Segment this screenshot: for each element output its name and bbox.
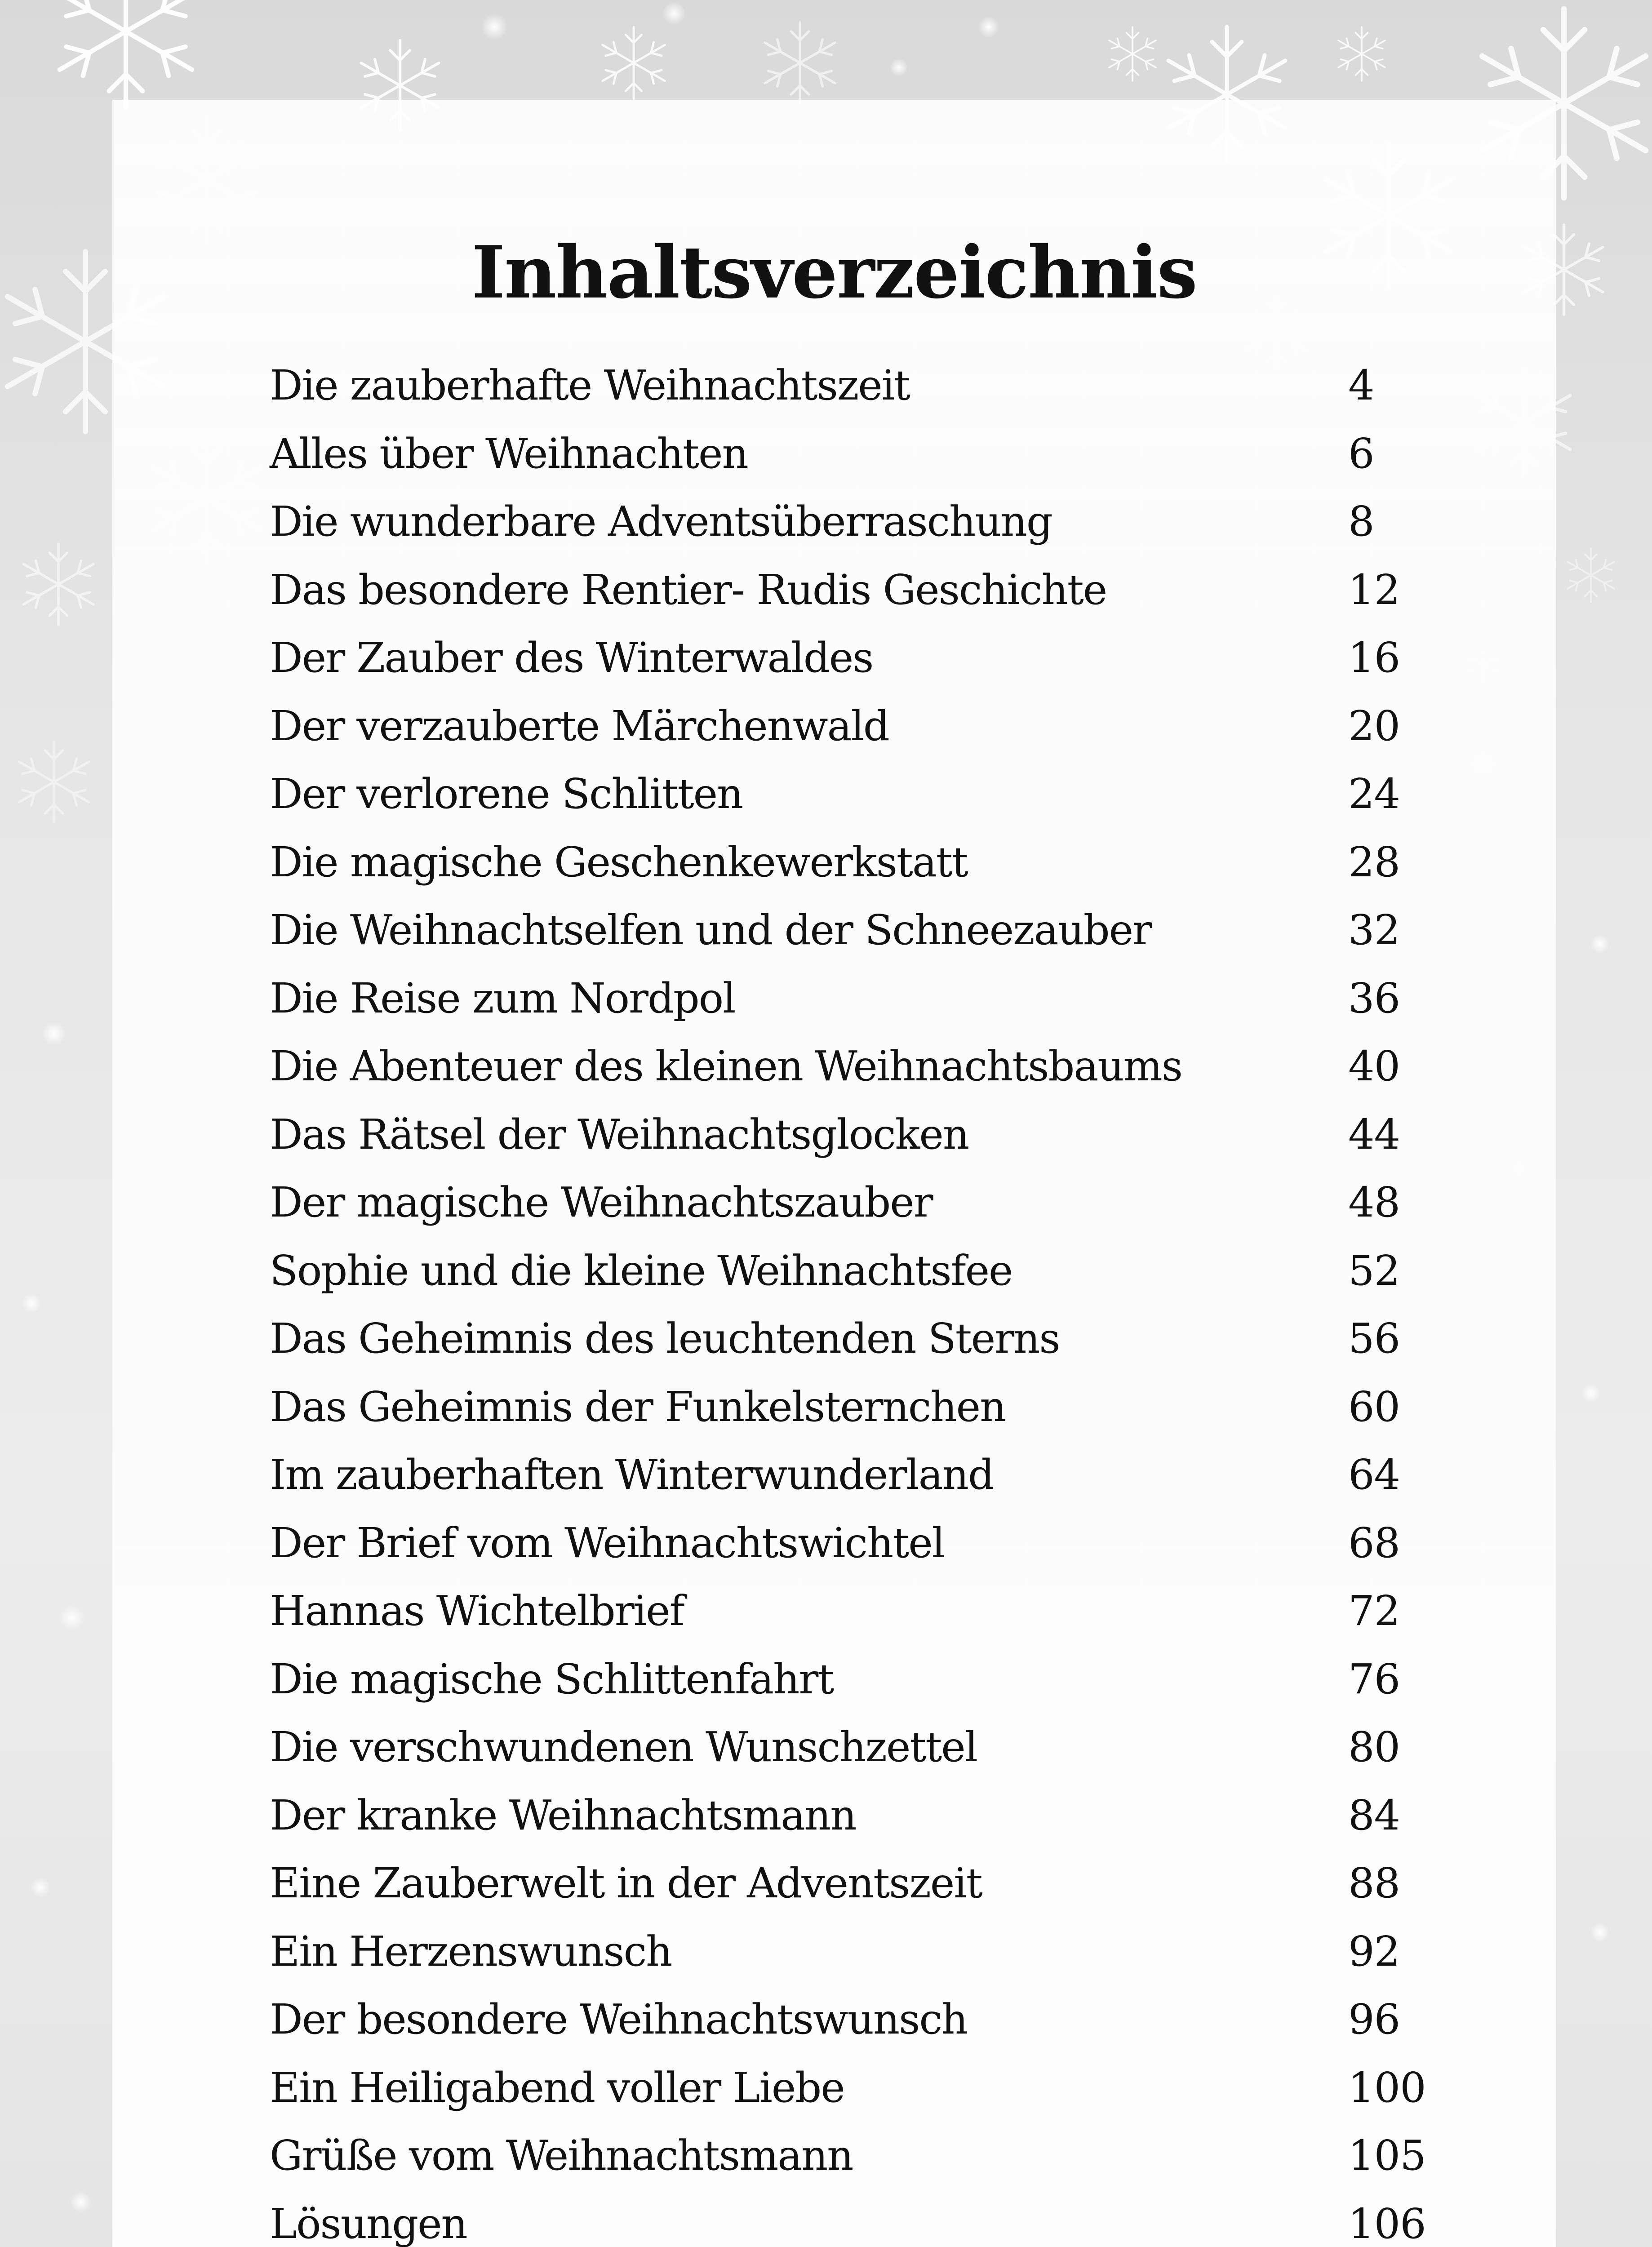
- toc-entry-title: Lösungen: [270, 2199, 467, 2247]
- toc-entry-title: Der verzauberte Märchenwald: [270, 702, 889, 750]
- toc-entry-page-number: 4: [1348, 361, 1374, 410]
- toc-entry-title: Die verschwundenen Wunschzettel: [270, 1723, 977, 1772]
- toc-entry-title: Die Reise zum Nordpol: [270, 974, 735, 1022]
- toc-entry: [270, 2122, 1447, 2190]
- toc-entry: [270, 1577, 1447, 1645]
- toc-entry-page-number: 68: [1348, 1519, 1400, 1567]
- toc-entry: [270, 1713, 1447, 1781]
- toc-entry-title: Die wunderbare Adventsüberraschung: [270, 497, 1052, 546]
- toc-entry-title: Eine Zauberwelt in der Adventszeit: [270, 1859, 982, 1908]
- toc-entry-title: Die magische Geschenkewerkstatt: [270, 838, 968, 886]
- toc-entry-page-number: 28: [1348, 838, 1400, 886]
- toc-entry: [270, 488, 1447, 556]
- toc-entry-title: Der verlorene Schlitten: [270, 770, 743, 818]
- toc-entry: [270, 1441, 1447, 1509]
- toc-entry-title: Das Geheimnis des leuchtenden Sterns: [270, 1314, 1060, 1363]
- toc-entry-title: Die Abenteuer des kleinen Weihnachtsbaums: [270, 1042, 1182, 1091]
- toc-entry-page-number: 16: [1348, 634, 1400, 682]
- toc-entry-page-number: 44: [1348, 1110, 1400, 1159]
- toc-entry: [270, 1918, 1447, 1986]
- toc-entry-page-number: 24: [1348, 770, 1400, 818]
- toc-entry-title: Der Brief vom Weihnachtswichtel: [270, 1519, 945, 1567]
- toc-entry-page-number: 52: [1348, 1246, 1400, 1295]
- toc-entry: [270, 1645, 1447, 1714]
- toc-entry-title: Alles über Weihnachten: [270, 429, 748, 478]
- toc-entry-page-number: 84: [1348, 1791, 1400, 1839]
- toc-entry: [270, 351, 1447, 420]
- toc-entry: [270, 1237, 1447, 1305]
- toc-entry-title: Im zauberhaften Winterwunderland: [270, 1451, 994, 1499]
- toc-entry-title: Der besondere Weihnachtswunsch: [270, 1995, 968, 2044]
- toc-entry-title: Ein Herzenswunsch: [270, 1927, 672, 1976]
- toc-entry-title: Der Zauber des Winterwaldes: [270, 634, 873, 682]
- toc-entry-page-number: 6: [1348, 429, 1374, 478]
- toc-entry-page-number: 92: [1348, 1927, 1400, 1976]
- toc-entry-page-number: 64: [1348, 1451, 1400, 1499]
- toc-entry: [270, 420, 1447, 488]
- toc-entry-title: Ein Heiligabend voller Liebe: [270, 2063, 844, 2112]
- toc-entry-page-number: 36: [1348, 974, 1400, 1022]
- toc-entry-page-number: 80: [1348, 1723, 1400, 1772]
- toc-entry: [270, 1985, 1447, 2054]
- toc-entry: [270, 1781, 1447, 1850]
- toc-entry-title: Grüße vom Weihnachtsmann: [270, 2132, 853, 2180]
- toc-entry: [270, 1032, 1447, 1101]
- toc-entry-title: Das besondere Rentier- Rudis Geschichte: [270, 565, 1107, 614]
- toc-entry-page-number: 72: [1348, 1587, 1400, 1635]
- toc-entry-page-number: 56: [1348, 1314, 1400, 1363]
- toc-entry: [270, 896, 1447, 964]
- toc-entry-page-number: 106: [1348, 2199, 1426, 2247]
- toc-entry-title: Die magische Schlittenfahrt: [270, 1655, 834, 1703]
- toc-entry-title: Das Rätsel der Weihnachtsglocken: [270, 1110, 969, 1159]
- toc-entry-title: Das Geheimnis der Funkelsternchen: [270, 1382, 1006, 1431]
- toc-entry: [270, 964, 1447, 1033]
- toc-entry: [270, 1509, 1447, 1577]
- toc-entry-page-number: 96: [1348, 1995, 1400, 2044]
- toc-entry: [270, 1305, 1447, 1373]
- toc-entry-page-number: 76: [1348, 1655, 1400, 1703]
- toc-entry: [270, 2054, 1447, 2122]
- toc-entry: [270, 2190, 1447, 2247]
- toc-page-card: [112, 100, 1556, 2247]
- toc-entry: [270, 1101, 1447, 1169]
- toc-entry-page-number: 88: [1348, 1859, 1400, 1908]
- toc-entry: [270, 1373, 1447, 1441]
- toc-entry-page-number: 32: [1348, 906, 1400, 955]
- toc-entry-title: Sophie und die kleine Weihnachtsfee: [270, 1246, 1013, 1295]
- page-title: Inhaltsverzeichnis: [471, 230, 1197, 315]
- toc-list: [270, 351, 1447, 2247]
- toc-entry-page-number: 40: [1348, 1042, 1400, 1091]
- toc-entry-page-number: 20: [1348, 702, 1400, 750]
- toc-entry-page-number: 8: [1348, 497, 1374, 546]
- toc-entry: [270, 624, 1447, 692]
- toc-entry-title: Der kranke Weihnachtsmann: [270, 1791, 856, 1839]
- toc-entry: [270, 692, 1447, 760]
- toc-entry: [270, 556, 1447, 624]
- toc-entry-title: Die Weihnachtselfen und der Schneezauber: [270, 906, 1152, 955]
- toc-entry-page-number: 60: [1348, 1382, 1400, 1431]
- toc-entry-page-number: 100: [1348, 2063, 1426, 2112]
- toc-entry-title: Der magische Weihnachtszauber: [270, 1178, 933, 1227]
- toc-entry-page-number: 48: [1348, 1178, 1400, 1227]
- toc-entry-title: Hannas Wichtelbrief: [270, 1587, 684, 1635]
- toc-entry: [270, 1168, 1447, 1237]
- toc-entry-page-number: 12: [1348, 565, 1400, 614]
- toc-entry: [270, 760, 1447, 828]
- toc-entry: [270, 1849, 1447, 1918]
- toc-entry-title: Die zauberhafte Weihnachtszeit: [270, 361, 910, 410]
- toc-entry: [270, 828, 1447, 897]
- toc-entry-page-number: 105: [1348, 2132, 1426, 2180]
